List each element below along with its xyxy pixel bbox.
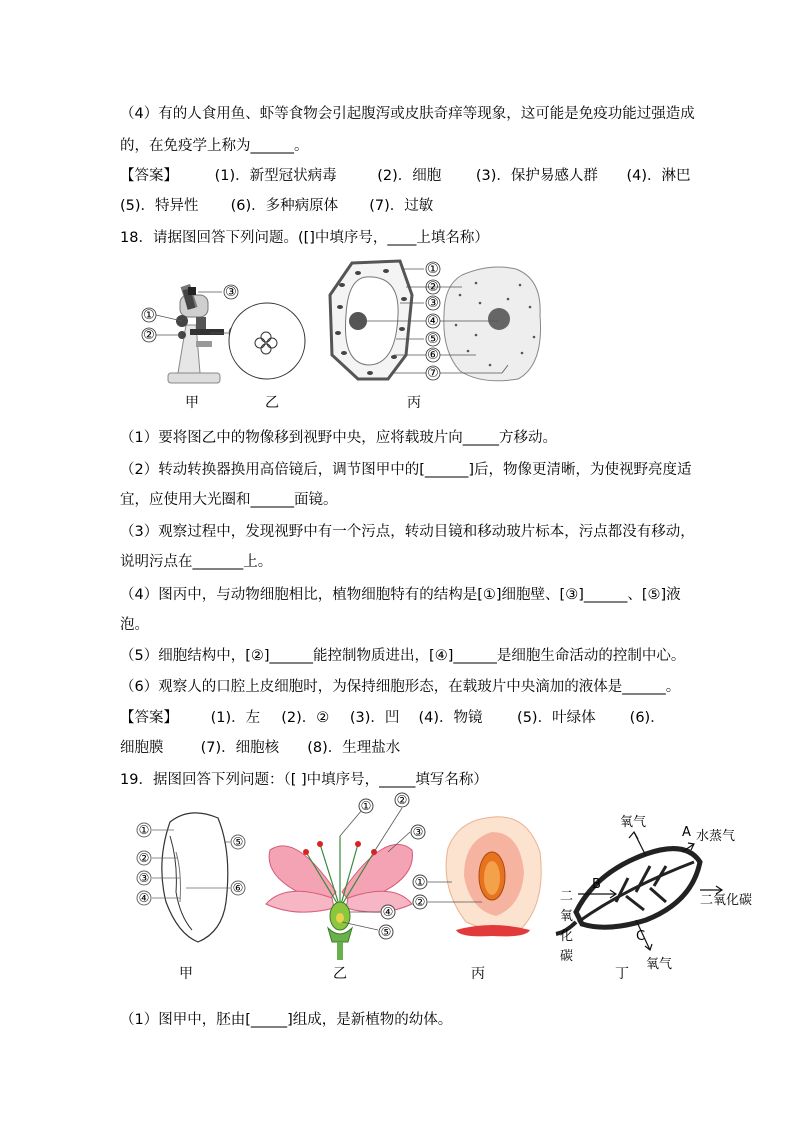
fruit-label-2: ② bbox=[414, 895, 426, 909]
answer-item: (5)．特异性 bbox=[120, 198, 199, 214]
flower-illustration bbox=[266, 836, 413, 960]
ding-co2-left-2: 氧 bbox=[560, 909, 574, 924]
leaf-illustration bbox=[556, 849, 700, 934]
animal-cell-illustration bbox=[444, 267, 541, 381]
corn-seed-illustration bbox=[162, 813, 228, 942]
seed-label-4: ④ bbox=[138, 891, 150, 905]
answer-item: (2)．② bbox=[281, 710, 330, 726]
seed-label-5: ⑤ bbox=[232, 835, 244, 849]
q19-title: 19．据图回答下列问题：（[ ]中填序号，_____填写名称） bbox=[120, 772, 488, 788]
bing-label-2: ② bbox=[427, 280, 439, 295]
seed-label-6: ⑥ bbox=[232, 881, 244, 895]
caption-bing: 丙 bbox=[407, 395, 421, 411]
q18-q5: （5）细胞结构中，[②]______能控制物质进出，[④]______是细胞生命活动的控制中心。 bbox=[120, 648, 686, 664]
ding-co2-left-3: 化 bbox=[560, 929, 574, 944]
q18-figure bbox=[130, 255, 560, 415]
ding-label-C: C bbox=[636, 929, 646, 944]
field-of-view-circle bbox=[229, 303, 305, 379]
answer-item: 细胞膜 bbox=[120, 740, 164, 756]
seed-label-2: ② bbox=[138, 851, 150, 865]
bing-label-5: ⑤ bbox=[427, 332, 439, 347]
answer-label: 【答案】 bbox=[120, 168, 178, 184]
ding-co2-left-4: 碳 bbox=[560, 949, 574, 964]
q17-part4-line2: 的，在免疫学上称为______。 bbox=[120, 138, 309, 154]
answer-item: (3)．保护易感人群 bbox=[475, 168, 598, 184]
q19-figure bbox=[126, 792, 766, 992]
q17-answer-row2 bbox=[120, 196, 433, 216]
q18-answer-row2 bbox=[120, 738, 400, 758]
plant-cell-illustration bbox=[330, 261, 412, 379]
seed-label-1: ① bbox=[138, 823, 150, 837]
q18-title: 18．请据图回答下列问题。([]中填序号，____上填名称） bbox=[120, 230, 489, 246]
flower-label-3: ③ bbox=[412, 825, 424, 839]
flower-label-4: ④ bbox=[382, 905, 394, 919]
caption-yi: 乙 bbox=[265, 395, 279, 411]
caption-bing: 丙 bbox=[471, 966, 485, 982]
fruit-label-1: ① bbox=[414, 875, 426, 889]
jia-label-2: ② bbox=[143, 328, 155, 343]
answer-item: (2)．细胞 bbox=[377, 168, 442, 184]
answer-item: (5)．叶绿体 bbox=[517, 710, 596, 726]
answer-item: (8)．生理盐水 bbox=[307, 740, 401, 756]
seed-label-3: ③ bbox=[138, 871, 150, 885]
flower-label-2: ② bbox=[396, 793, 408, 807]
answer-item: (7)．细胞核 bbox=[200, 740, 280, 756]
q19-q1: （1）图甲中，胚由[_____]组成，是新植物的幼体。 bbox=[120, 1012, 453, 1028]
fruit-illustration bbox=[446, 817, 541, 937]
answer-item: (1)．新型冠状病毒 bbox=[214, 168, 337, 184]
ding-label-B: B bbox=[592, 877, 601, 892]
ding-top-oxygen: 氧气 bbox=[620, 815, 647, 830]
answer-label: 【答案】 bbox=[120, 710, 178, 726]
ding-co2-left-1: 二 bbox=[560, 889, 574, 904]
q18-answer-row1 bbox=[120, 708, 665, 728]
bing-label-4: ④ bbox=[427, 314, 439, 329]
answer-item: (4)．物镜 bbox=[418, 710, 483, 726]
q17-answer-row1 bbox=[120, 166, 690, 186]
caption-jia: 甲 bbox=[179, 966, 193, 982]
bing-label-3: ③ bbox=[427, 296, 439, 311]
ding-bottom-oxygen: 氧气 bbox=[646, 957, 673, 972]
answer-item: (6)．多种病原体 bbox=[230, 198, 339, 214]
answer-item: (7)．过敏 bbox=[369, 198, 434, 214]
q18-q6: （6）观察人的口腔上皮细胞时，为保持细胞形态，在载玻片中央滴加的液体是______。 bbox=[120, 679, 681, 695]
caption-ding: 丁 bbox=[615, 966, 629, 982]
ding-label-A: A bbox=[682, 825, 691, 840]
bing-label-6: ⑥ bbox=[427, 348, 439, 363]
answer-item: (3)．凹 bbox=[349, 710, 400, 726]
q18-q2-line1: （2）转动转换器换用高倍镜后，调节图甲中的[______]后，物像更清晰，为使视野亮度适 bbox=[120, 462, 692, 478]
ding-water-vapor: 水蒸气 bbox=[696, 829, 736, 844]
microscope-illustration bbox=[168, 284, 224, 383]
jia-label-1: ① bbox=[143, 308, 155, 323]
q18-q4-line2: 泡。 bbox=[120, 617, 149, 633]
flower-label-1: ① bbox=[360, 799, 372, 813]
flower-label-5: ⑤ bbox=[380, 925, 392, 939]
ding-co2-right: 二氧化碳 bbox=[700, 893, 753, 908]
q18-q1: （1）要将图乙中的物像移到视野中央，应将载玻片向_____方移动。 bbox=[120, 430, 557, 446]
q18-q2-line2: 宜，应使用大光圈和______面镜。 bbox=[120, 492, 338, 508]
q18-q3-line1: （3）观察过程中，发现视野中有一个污点，转动目镜和移动玻片标本，污点都没有移动， bbox=[120, 524, 695, 540]
q18-q4-line1: （4）图丙中，与动物细胞相比，植物细胞特有的结构是[①]细胞壁、[③]______、[⑤]液 bbox=[120, 587, 681, 603]
caption-yi: 乙 bbox=[333, 966, 347, 982]
answer-item: (6)． bbox=[629, 710, 665, 726]
jia-label-3: ③ bbox=[225, 285, 237, 300]
caption-jia: 甲 bbox=[185, 395, 199, 411]
q17-part4-line1: （4）有的人食用鱼、虾等食物会引起腹泻或皮肤奇痒等现象，这可能是免疫功能过强造成 bbox=[120, 106, 695, 122]
answer-item: (4)．淋巴 bbox=[626, 168, 691, 184]
answer-item: (1)．左 bbox=[210, 710, 261, 726]
bing-label-7: ⑦ bbox=[427, 366, 439, 381]
bing-label-1: ① bbox=[427, 262, 439, 277]
q18-q3-line2: 说明污点在_______上。 bbox=[120, 554, 273, 570]
